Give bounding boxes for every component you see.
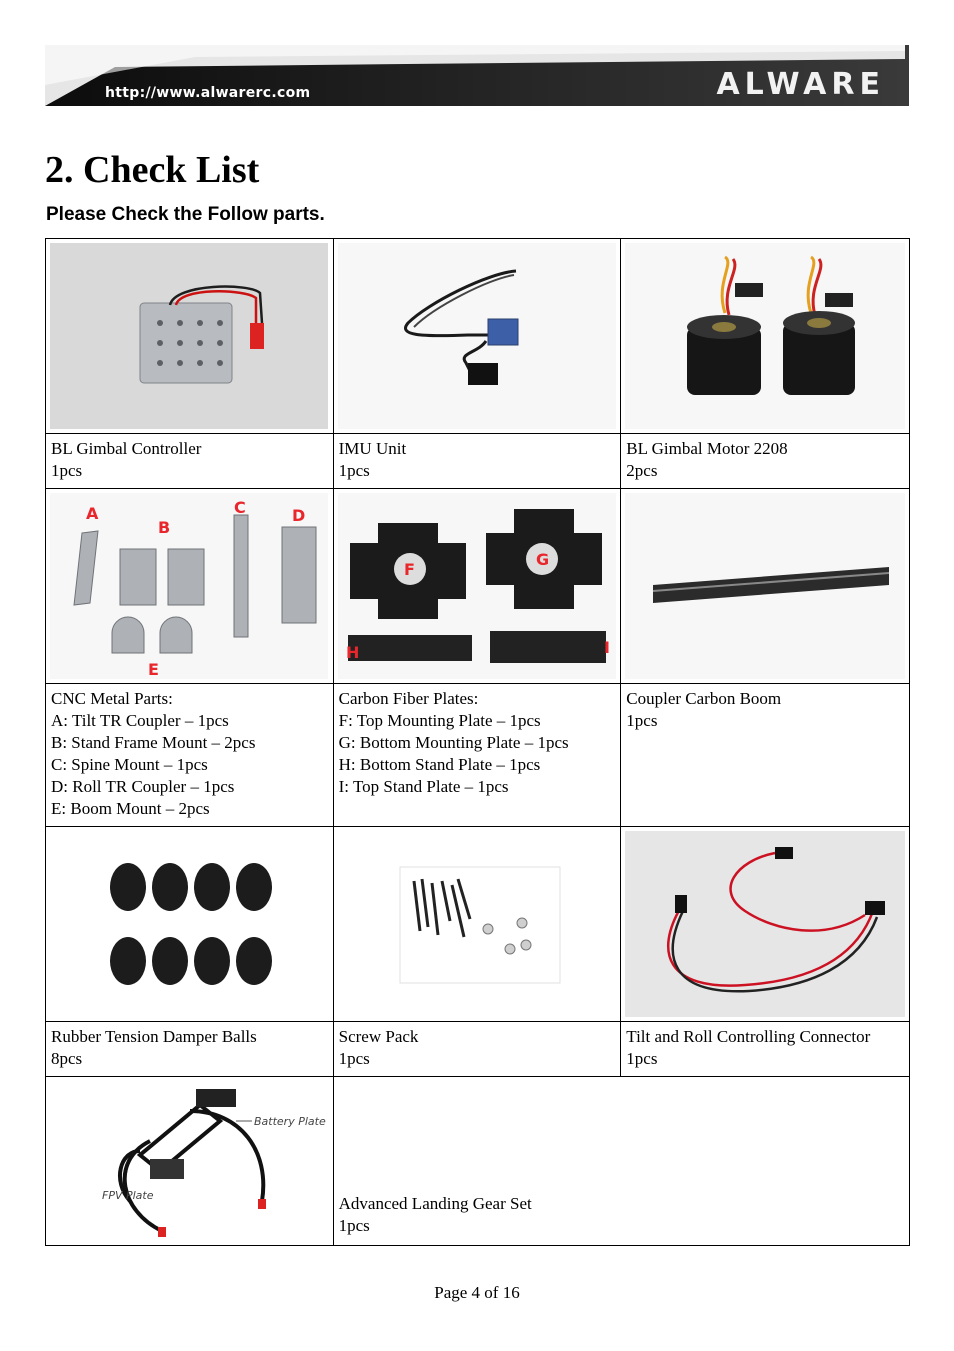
imu-unit-photo [338, 243, 616, 429]
part-item: E: Boom Mount – 2pcs [51, 799, 210, 818]
photo-cell [46, 239, 334, 434]
part-cell [333, 684, 621, 827]
part-qty: 1pcs [338, 1049, 370, 1068]
part-qty: 1pcs [626, 711, 658, 730]
part-cell [333, 434, 621, 489]
part-cell [46, 684, 334, 827]
part-name: Screw Pack [338, 1027, 419, 1046]
section-subtitle: Please Check the Follow parts. [46, 204, 325, 225]
part-cell [46, 434, 334, 489]
damper-balls-photo [50, 831, 328, 1017]
screw-pack-photo [338, 831, 616, 1017]
label-c: C [234, 498, 247, 517]
part-qty: 1pcs [338, 461, 370, 480]
part-item: F: Top Mounting Plate – 1pcs [338, 711, 541, 730]
header-banner [45, 45, 909, 106]
part-name: BL Gimbal Motor 2208 [626, 439, 788, 458]
part-name: BL Gimbal Controller [51, 439, 202, 458]
part-qty: 1pcs [626, 1049, 658, 1068]
part-item: B: Stand Frame Mount – 2pcs [51, 733, 256, 752]
label-b: B [158, 518, 171, 537]
part-item: D: Roll TR Coupler – 1pcs [51, 777, 235, 796]
part-name: Coupler Carbon Boom [626, 689, 782, 708]
label-i: I [603, 638, 610, 657]
part-qty: 8pcs [51, 1049, 83, 1068]
part-name: IMU Unit [338, 439, 407, 458]
label-a: A [86, 504, 99, 523]
gimbal-controller-photo [50, 243, 328, 429]
photo-cell [621, 827, 910, 1022]
part-cell [333, 1022, 621, 1077]
label-d: D [292, 506, 306, 525]
image-row [46, 827, 910, 1022]
part-cell [46, 1022, 334, 1077]
part-item: I: Top Stand Plate – 1pcs [338, 777, 509, 796]
photo-cell [46, 489, 334, 684]
connector-cable-photo [625, 831, 905, 1017]
label-h: H [345, 643, 360, 662]
brand-logo: ALWARE [716, 67, 885, 102]
cnc-metal-parts-photo [50, 493, 328, 679]
battery-plate-callout: Battery Plate [254, 1115, 327, 1128]
part-cell [621, 684, 910, 827]
label-g: G [535, 550, 550, 569]
part-item: H: Bottom Stand Plate – 1pcs [338, 755, 541, 774]
text-row [46, 1022, 910, 1077]
photo-cell [46, 827, 334, 1022]
part-cell [333, 1077, 909, 1246]
part-item: G: Bottom Mounting Plate – 1pcs [338, 733, 569, 752]
photo-cell [333, 827, 621, 1022]
part-name: Carbon Fiber Plates: [338, 689, 479, 708]
part-name: CNC Metal Parts: [51, 689, 173, 708]
fpv-plate-callout: FPV Plate [102, 1189, 154, 1202]
image-row [46, 239, 910, 434]
photo-cell [46, 1077, 334, 1246]
label-f: F [403, 560, 415, 579]
photo-cell [621, 489, 910, 684]
part-name: Rubber Tension Damper Balls [51, 1027, 257, 1046]
page-number: Page 4 of 16 [434, 1283, 520, 1302]
part-qty: 1pcs [338, 1216, 370, 1235]
page-title: 2. Check List [45, 149, 260, 191]
text-row [46, 434, 910, 489]
part-cell [621, 1022, 910, 1077]
part-qty: 2pcs [626, 461, 658, 480]
part-name: Advanced Landing Gear Set [338, 1194, 532, 1213]
photo-cell [621, 239, 910, 434]
photo-cell [333, 489, 621, 684]
landing-gear-row [46, 1077, 910, 1246]
label-e: E [148, 660, 160, 679]
parts-table [45, 238, 910, 1246]
part-qty: 1pcs [51, 461, 83, 480]
website-url[interactable]: http://www.alwarerc.com [105, 85, 311, 101]
carbon-boom-photo [625, 493, 905, 679]
text-row [46, 684, 910, 827]
part-cell [621, 434, 910, 489]
part-name: Tilt and Roll Controlling Connector [626, 1027, 871, 1046]
landing-gear-photo [50, 1081, 328, 1241]
gimbal-motor-photo [625, 243, 905, 429]
part-item: A: Tilt TR Coupler – 1pcs [51, 711, 229, 730]
image-row [46, 489, 910, 684]
photo-cell [333, 239, 621, 434]
carbon-plates-photo [338, 493, 616, 679]
part-item: C: Spine Mount – 1pcs [51, 755, 208, 774]
